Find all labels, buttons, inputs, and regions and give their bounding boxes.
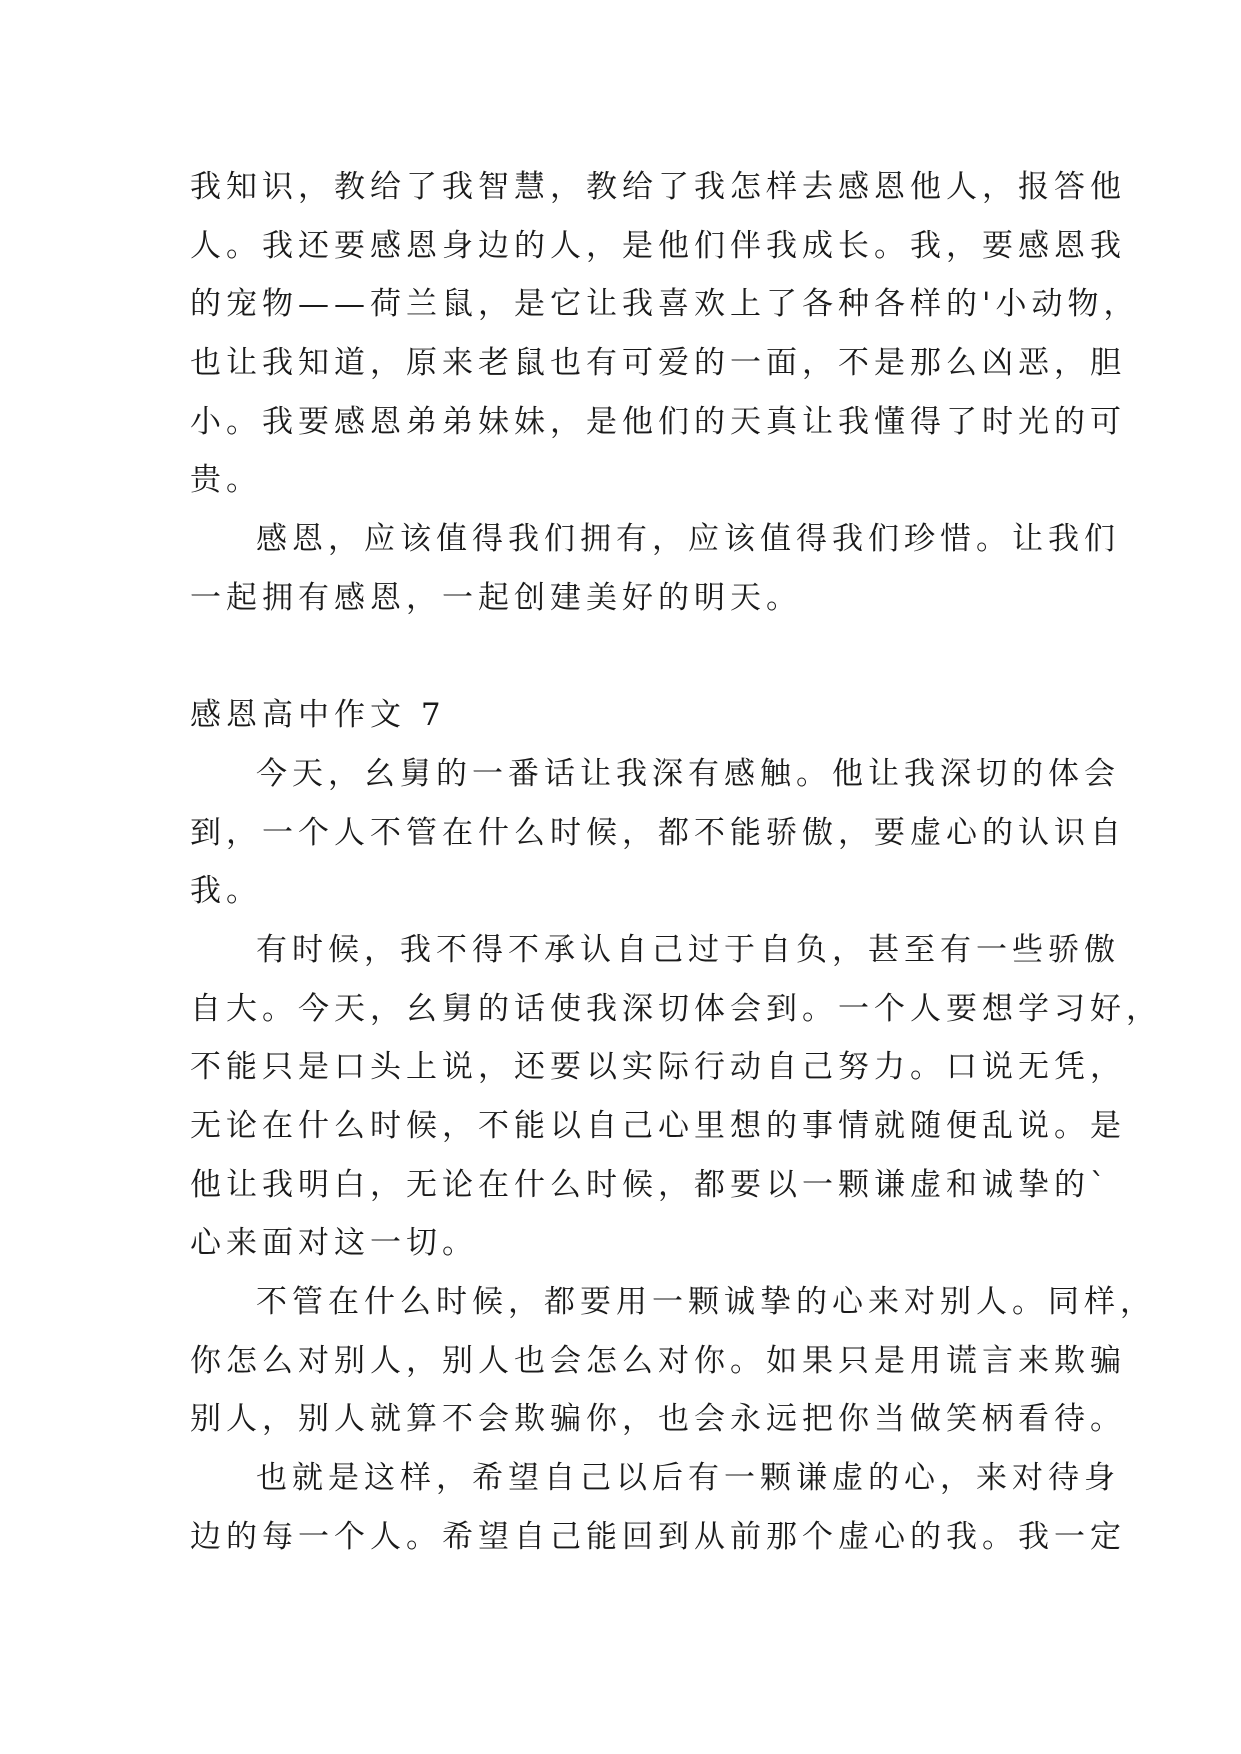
paragraph [190, 510, 1120, 627]
text-line: 到，一个人不管在什么时候，都不能骄傲，要虚心的认识自 [190, 814, 1126, 851]
text-line: 有时候，我不得不承认自己过于自负，甚至有一些骄傲 [256, 931, 1120, 968]
paragraph [190, 1449, 1126, 1566]
paragraph-gap [190, 628, 1070, 687]
text-line: 也就是这样，希望自己以后有一颗谦虚的心，来对待身 [256, 1460, 1120, 1497]
paragraph [190, 921, 1162, 1273]
text-line: 我。 [190, 873, 262, 910]
text-line: 贵。 [190, 462, 262, 499]
text-line: 小。我要感恩弟弟妹妹，是他们的天真让我懂得了时光的可 [190, 403, 1126, 440]
paragraph [190, 158, 1140, 510]
text-line: 你怎么对别人，别人也会怎么对你。如果只是用谎言来欺骗 [190, 1342, 1126, 1379]
section-heading [190, 686, 1070, 745]
text-line: 感恩，应该值得我们拥有，应该值得我们珍惜。让我们 [256, 521, 1120, 558]
text-line: 也让我知道，原来老鼠也有可爱的一面，不是那么凶恶，胆 [190, 345, 1126, 382]
text-line: 人。我还要感恩身边的人，是他们伴我成长。我，要感恩我 [190, 227, 1126, 264]
text-line: 一起拥有感恩，一起创建美好的明天。 [190, 579, 802, 616]
text-line: 今天，幺舅的一番话让我深有感触。他让我深切的体会 [256, 755, 1120, 792]
document-page [190, 158, 1162, 1567]
text-line: 他让我明白，无论在什么时候，都要以一颗谦虚和诚挚的` [190, 1166, 1111, 1203]
paragraph [190, 1273, 1156, 1449]
heading-text: 感恩高中作文 7 [190, 697, 446, 734]
text-line: 边的每一个人。希望自己能回到从前那个虚心的我。我一定 [190, 1518, 1126, 1555]
text-line: 不管在什么时候，都要用一颗诚挚的心来对别人。同样， [256, 1284, 1156, 1321]
text-line: 自大。今天，幺舅的话使我深切体会到。一个人要想学习好， [190, 990, 1162, 1027]
text-line: 心来面对这一切。 [190, 1225, 478, 1262]
text-line: 我知识，教给了我智慧，教给了我怎样去感恩他人，报答他 [190, 169, 1126, 205]
paragraph [190, 745, 1126, 921]
text-line: 不能只是口头上说，还要以实际行动自己努力。口说无凭， [190, 1049, 1126, 1086]
text-line: 别人，别人就算不会欺骗你，也会永远把你当做笑柄看待。 [190, 1401, 1126, 1438]
text-line: 的宠物——荷兰鼠，是它让我喜欢上了各种各样的'小动物， [190, 286, 1140, 323]
text-line: 无论在什么时候，不能以自己心里想的事情就随便乱说。是 [190, 1108, 1126, 1144]
